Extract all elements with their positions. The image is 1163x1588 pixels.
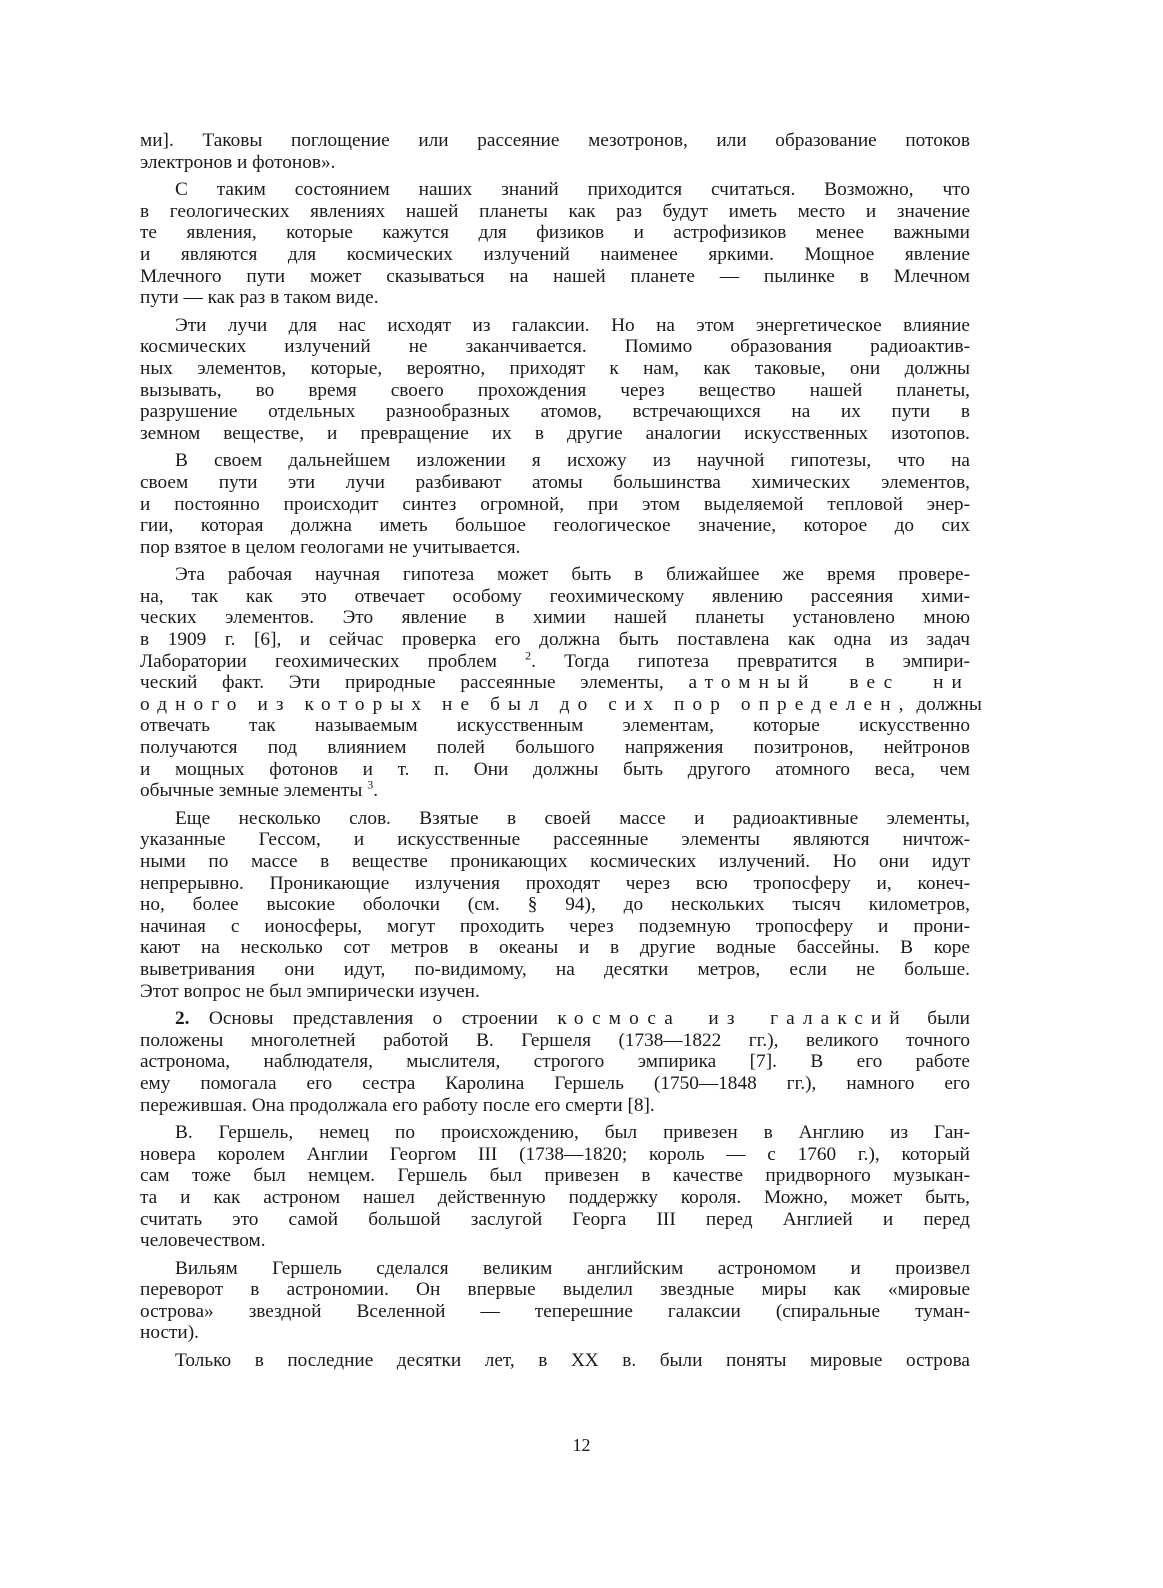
section-number: 2. bbox=[175, 1008, 190, 1030]
text-line: разрушение отдельных разнообразных атомов, встречающихся на их пути в bbox=[140, 401, 970, 423]
text-line: Еще несколько слов. Взятые в своей массе и радиоактивные элементы, bbox=[175, 807, 970, 829]
text-line bbox=[140, 777, 970, 802]
text-line: своем пути эти лучи разбивают атомы большинства химических элементов, bbox=[140, 471, 970, 493]
text-line: земном веществе, и превращение их в другие аналогии искусственных изотопов. bbox=[140, 422, 970, 444]
text-line: ему помогала его сестра Каролина Гершель (1750—1848 гг.), намного его bbox=[140, 1072, 970, 1094]
text-line: Млечного пути может сказываться на нашей планете — пылинке в Млечном bbox=[140, 265, 970, 287]
text-line: Только в последние десятки лет, в XX в. были поняты мировые острова bbox=[175, 1350, 970, 1372]
text-line: те явления, которые кажутся для физиков и астрофизиков менее важными bbox=[140, 222, 970, 244]
text-line: пережившая. Она продолжала его работу после его смерти [8]. bbox=[140, 1094, 655, 1116]
text-line: ными по массе в веществе проникающих космических излучений. Но они идут bbox=[140, 851, 970, 872]
text-fragment: . Тогда гипотеза превратится в эмпири- bbox=[531, 650, 970, 672]
text-line: электронов и фотонов». bbox=[140, 151, 336, 173]
text-line: и мощных фотонов и т. п. Они должны быть другого атомного веса, чем bbox=[140, 758, 970, 780]
paragraph-8 bbox=[140, 1122, 970, 1252]
paragraph-10 bbox=[140, 1350, 970, 1372]
text-fragment: Основы представления о строении bbox=[189, 1008, 538, 1030]
text-fragment: Лаборатории геохимических проблем bbox=[140, 650, 497, 672]
text-line: в геологических явлениях нашей планеты как раз будут иметь место и значение bbox=[140, 200, 970, 222]
text-line: пор взятое в целом геологами не учитывается. bbox=[140, 536, 521, 558]
text-line: и постоянно происходит синтез огромной, при этом выделяемой тепловой энер- bbox=[140, 493, 970, 515]
text-line: Этот вопрос не был эмпирически изучен. bbox=[140, 980, 480, 1002]
text-line: отвечать так называемым искусственным элементам, которые искусственно bbox=[140, 715, 970, 737]
text-line: астронома, наблюдателя, мыслителя, строгого эмпирика [7]. В его работе bbox=[140, 1051, 970, 1073]
text-line: кают на несколько сот метров в океаны и в другие водные бассейны. В коре bbox=[140, 937, 970, 959]
emphasized-text: космоса из галаксий bbox=[557, 1008, 908, 1030]
text-line: переворот в астрономии. Он впервые выделил звездные миры как «мировые bbox=[140, 1279, 970, 1301]
text-line: считать это самой большой заслугой Георга III перед Англией и перед bbox=[140, 1208, 970, 1230]
paragraph-9 bbox=[140, 1258, 970, 1344]
footnote-ref: 2 bbox=[525, 648, 532, 663]
text-line: пути — как раз в таком виде. bbox=[140, 287, 379, 309]
text-line: В. Гершель, немец по происхождению, был привезен в Англию из Ган- bbox=[175, 1122, 970, 1144]
text-line: В своем дальнейшем изложении я исхожу из научной гипотезы, что на bbox=[175, 450, 970, 472]
text-line: и являются для космических излучений наименее яркими. Мощное явление bbox=[140, 243, 970, 265]
text-fragment: ческий факт. Эти природные рассеянные элементы, bbox=[140, 672, 664, 694]
text-line: острова» звездной Вселенной — теперешние галаксии (спиральные туман- bbox=[140, 1300, 970, 1322]
paragraph-section-2 bbox=[140, 1008, 970, 1116]
text-fragment: должны bbox=[911, 693, 982, 715]
paragraph-1 bbox=[140, 130, 970, 173]
emphasized-text: одного из которых не был до сих пор определен, bbox=[140, 693, 912, 715]
text-line: непрерывно. Проникающие излучения проходят через всю тропосферу и, конеч- bbox=[140, 872, 970, 894]
text-line: гии, которая должна иметь большое геологическое значение, которое до сих bbox=[140, 515, 970, 537]
text-line: положены многолетней работой В. Гершеля (1738—1822 гг.), великого точного bbox=[140, 1029, 970, 1051]
text-line: человечеством. bbox=[140, 1230, 266, 1252]
text-line: вызывать, во время своего прохождения через вещество нашей планеты, bbox=[140, 379, 970, 401]
page-body bbox=[140, 130, 982, 1430]
text-line: та и как астроном нашел действенную поддержку короля. Можно, может быть, bbox=[140, 1186, 970, 1208]
text-line: Эта рабочая научная гипотеза может быть в ближайшее же время провере- bbox=[175, 564, 970, 586]
text-fragment: были bbox=[907, 1008, 970, 1030]
text-line: но, более высокие оболочки (см. § 94), до нескольких тысяч километров, bbox=[140, 894, 970, 916]
text-line: сам тоже был немцем. Гершель был привезен в качестве придворного музыкан- bbox=[140, 1165, 970, 1187]
paragraph-3 bbox=[140, 315, 970, 445]
footnote-ref: 3 bbox=[367, 777, 374, 792]
text-fragment: . bbox=[373, 780, 379, 802]
paragraph-5 bbox=[140, 564, 982, 802]
text-line: выветривания они идут, по-видимому, на десятки метров, если не больше. bbox=[140, 958, 970, 980]
text-line: в 1909 г. [6], и сейчас проверка его должна быть поставлена как одна из задач bbox=[140, 629, 970, 651]
paragraph-6 bbox=[140, 808, 970, 1002]
text-line bbox=[140, 1008, 970, 1030]
text-line bbox=[140, 672, 970, 694]
paragraph-2 bbox=[140, 179, 970, 309]
page-number: 12 bbox=[572, 1435, 591, 1455]
text-line bbox=[140, 648, 970, 673]
paragraph-4 bbox=[140, 450, 970, 558]
text-line: на, так как это отвечает особому геохимическому явлению рассеяния хими- bbox=[140, 585, 970, 607]
emphasized-text: атомный вес ни bbox=[688, 672, 970, 694]
text-line: ных элементов, которые, вероятно, приходят к нам, как таковые, они должны bbox=[140, 357, 970, 379]
text-fragment: обычные земные элементы bbox=[140, 780, 363, 802]
text-line bbox=[140, 693, 982, 716]
text-line: указанные Гессом, и искусственные рассеянные элементы являются ничтож- bbox=[140, 829, 970, 851]
text-line: С таким состоянием наших знаний приходится считаться. Возможно, что bbox=[175, 179, 970, 201]
text-line: ческих элементов. Это явление в химии нашей планеты установлено мною bbox=[140, 607, 970, 629]
text-line: ми]. Таковы поглощение или рассеяние мезотронов, или образование потоков bbox=[140, 130, 970, 151]
text-line: получаются под влиянием полей большого напряжения позитронов, нейтронов bbox=[140, 737, 970, 759]
text-line: начиная с ионосферы, могут проходить через подземную тропосферу и прони- bbox=[140, 915, 970, 937]
text-line: ности). bbox=[140, 1322, 199, 1344]
text-line: новера королем Англии Георгом III (1738—1820; король — с 1760 г.), который bbox=[140, 1143, 970, 1165]
text-line: Вильям Гершель сделался великим английским астрономом и произвел bbox=[175, 1257, 970, 1279]
text-line: космических излучений не заканчивается. Помимо образования радиоактив- bbox=[140, 336, 970, 358]
text-line: Эти лучи для нас исходят из галаксии. Но на этом энергетическое влияние bbox=[175, 314, 970, 336]
